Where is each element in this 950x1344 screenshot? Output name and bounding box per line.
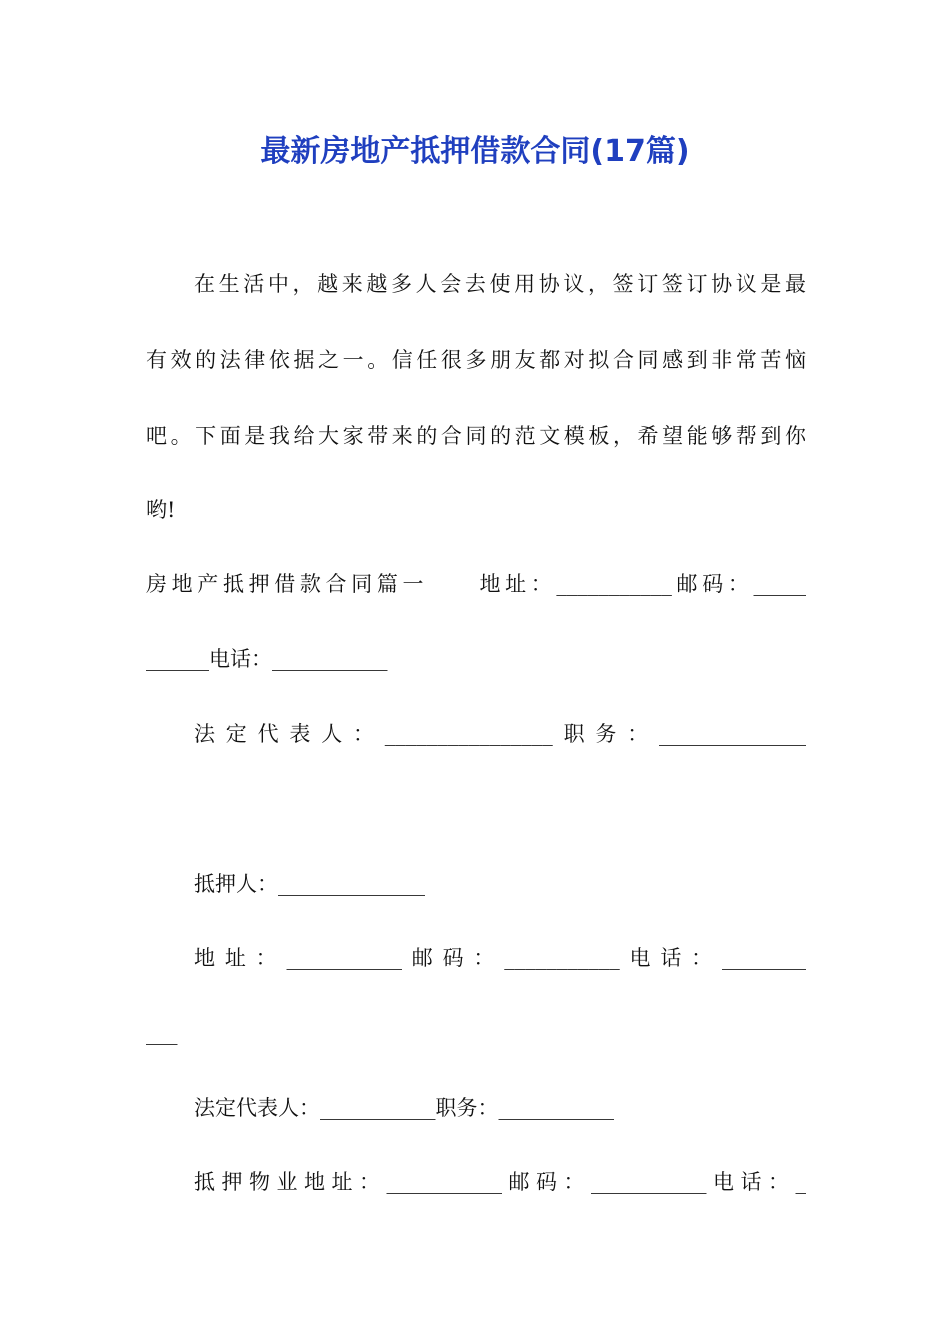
address-line: 地址：___________邮码：___________电话：________ [194,946,806,970]
legal-rep-line-1: 法定代表人：________________职务：______________ [194,722,806,746]
legal-rep-line-2: 法定代表人：___________职务：___________ [194,1096,614,1120]
document-title: 最新房地产抵押借款合同(17篇) [260,134,690,169]
intro-line-4: 哟! [146,498,176,522]
property-address-line: 抵押物业地址：___________邮码：___________电话：_ [194,1170,806,1194]
intro-line-1: 在生活中，越来越多人会去使用协议，签订签订协议是最 [194,272,806,296]
section-heading-line: 房地产抵押借款合同篇一 地址：___________邮码：_____ [146,572,806,596]
mortgagor-line: 抵押人：______________ [194,872,425,896]
intro-line-2: 有效的法律依据之一。信任很多朋友都对拟合同感到非常苦恼 [146,348,806,372]
address-line-continued: ___ [146,1021,178,1045]
intro-line-3: 吧。下面是我给大家带来的合同的范文模板，希望能够帮到你 [146,424,806,448]
phone-line: ______电话：___________ [146,647,388,671]
